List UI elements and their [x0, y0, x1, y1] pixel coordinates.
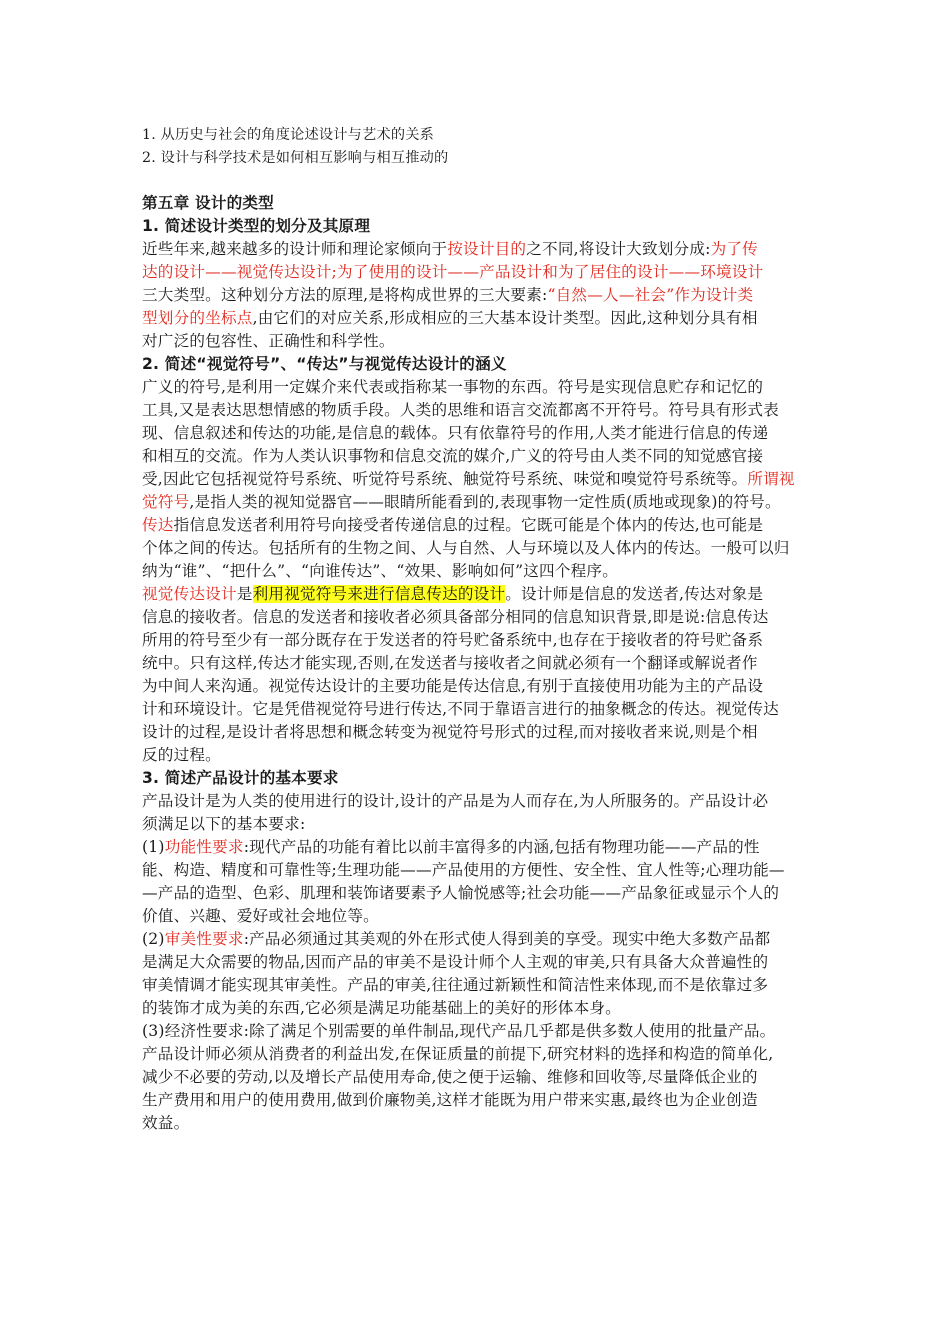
paragraph-line: 个体之间的传达。包括所有的生物之间、人与自然、人与环境以及人体内的传达。一般可以归: [142, 539, 790, 557]
emphasis-text: 觉符号: [142, 493, 190, 511]
paragraph-line: 是满足大众需要的物品,因而产品的审美不是设计师个人主观的审美,只有具备大众普遍性的: [142, 953, 769, 971]
paragraph-line: 觉符号,是指人类的视知觉器官——眼睛所能看到的,表现事物一定性质(质地或现象)的符号。: [142, 493, 781, 511]
chapter-title: 第五章 设计的类型: [142, 194, 274, 212]
paragraph-line: 产品设计师必须从消费者的利益出发,在保证质量的前提下,研究材料的选择和构造的简单化,: [142, 1045, 774, 1063]
paragraph-line: (3)经济性要求:除了满足个别需要的单件制品,现代产品几乎都是供多数人使用的批量产品。: [142, 1022, 776, 1040]
paragraph-line: 型划分的坐标点,由它们的对应关系,形成相应的三大基本设计类型。因此,这种划分具有相: [142, 309, 758, 327]
paragraph-line: 效益。: [142, 1114, 190, 1132]
emphasis-text: 型划分的坐标点: [142, 309, 253, 327]
paragraph-line: 减少不必要的劳动,以及增长产品使用寿命,使之便于运输、维修和回收等,尽量降低企业的: [142, 1068, 758, 1086]
section-3-heading: 3. 简述产品设计的基本要求: [142, 769, 339, 787]
emphasis-text: 传达: [142, 516, 174, 534]
emphasis-text: 功能性要求: [164, 838, 244, 856]
paragraph-line: 受,因此它包括视觉符号系统、听觉符号系统、触觉符号系统、味觉和嗅觉符号系统等。所谓视: [142, 470, 795, 488]
paragraph-line: 工具,又是表达思想情感的物质手段。人类的思维和语言交流都离不开符号。符号具有形式表: [142, 401, 779, 419]
section-2-heading: 2. 简述“视觉符号”、“传达”与视觉传达设计的涵义: [142, 355, 507, 373]
paragraph-line: 和相互的交流。作为人类认识事物和信息交流的媒介,广义的符号由人类不同的知觉感官接: [142, 447, 764, 465]
paragraph-line: 现、信息叙述和传达的功能,是信息的载体。只有依靠符号的作用,人类才能进行信息的传递: [142, 424, 769, 442]
paragraph-line: 反的过程。: [142, 746, 221, 764]
question-1: 1. 从历史与社会的角度论述设计与艺术的关系: [142, 127, 435, 143]
paragraph-line: 广义的符号,是利用一定媒介来代表或指称某一事物的东西。符号是实现信息贮存和记忆的: [142, 378, 764, 396]
paragraph-line: 的装饰才成为美的东西,它必须是满足功能基础上的美好的形体本身。: [142, 999, 621, 1017]
paragraph-line: —产品的造型、色彩、肌理和装饰诸要素予人愉悦感等;社会功能——产品象征或显示个人的: [142, 884, 780, 902]
paragraph-line: 计和环境设计。它是凭借视觉符号进行传达,不同于靠语言进行的抽象概念的传达。视觉传达: [142, 700, 779, 718]
emphasis-text: 为了传: [710, 240, 758, 258]
emphasis-text: 所谓视: [747, 470, 795, 488]
paragraph-line: 为中间人来沟通。视觉传达设计的主要功能是传达信息,有别于直接使用功能为主的产品设: [142, 677, 764, 695]
paragraph-line: 统中。只有这样,传达才能实现,否则,在发送者与接收者之间就必须有一个翻译或解说者作: [142, 654, 758, 672]
paragraph-line: 设计的过程,是设计者将思想和概念转变为视觉符号形式的过程,而对接收者来说,则是个相: [142, 723, 758, 741]
paragraph-line: 须满足以下的基本要求:: [142, 815, 306, 833]
paragraph-line: 达的设计——视觉传达设计;为了使用的设计——产品设计和为了居住的设计——环境设计: [142, 263, 764, 281]
paragraph-line: 审美情调才能实现其审美性。产品的审美,往往通过新颖性和简洁性来体现,而不是依靠过多: [142, 976, 769, 994]
paragraph-line: 近些年来,越来越多的设计师和理论家倾向于按设计目的之不同,将设计大致划分成:为了传: [142, 240, 758, 258]
paragraph-line: 三大类型。这种划分方法的原理,是将构成世界的三大要素:“自然—人—社会”作为设计类: [142, 286, 754, 304]
question-2: 2. 设计与科学技术是如何相互影响与相互推动的: [142, 150, 449, 166]
paragraph-line: 对广泛的包容性、正确性和科学性。: [142, 332, 395, 350]
highlighted-text: 利用视觉符号来进行信息传达的设计: [252, 585, 506, 603]
paragraph-line: 价值、兴趣、爱好或社会地位等。: [142, 907, 379, 925]
paragraph-line: 产品设计是为人类的使用进行的设计,设计的产品是为人而存在,为人所服务的。产品设计必: [142, 792, 769, 810]
section-1-heading: 1. 简述设计类型的划分及其原理: [142, 217, 371, 235]
emphasis-text: 视觉传达设计: [142, 585, 237, 603]
emphasis-text: 审美性要求: [164, 930, 244, 948]
paragraph-line: 纳为“谁”、“把什么”、“向谁传达”、“效果、影响如何”这四个程序。: [142, 562, 619, 580]
paragraph-line: (1)功能性要求:现代产品的功能有着比以前丰富得多的内涵,包括有物理功能——产品的性: [142, 838, 760, 856]
paragraph-line: 信息的接收者。信息的发送者和接收者必须具备部分相同的信息知识背景,即是说:信息传达: [142, 608, 769, 626]
emphasis-text: “自然—人—社会”作为设计类: [547, 286, 754, 304]
paragraph-line: 视觉传达设计是利用视觉符号来进行信息传达的设计。设计师是信息的发送者,传达对象是: [142, 585, 764, 603]
paragraph-line: 传达指信息发送者利用符号向接受者传递信息的过程。它既可能是个体内的传达,也可能是: [142, 516, 764, 534]
paragraph-line: (2)审美性要求:产品必须通过其美观的外在形式使人得到美的享受。现实中绝大多数产品都: [142, 930, 771, 948]
document-page: [142, 124, 822, 1135]
emphasis-text: 按设计目的: [447, 240, 527, 258]
paragraph-line: 生产费用和用户的使用费用,做到价廉物美,这样才能既为用户带来实惠,最终也为企业创造: [142, 1091, 758, 1109]
paragraph-line: 能、构造、精度和可靠性等;生理功能——产品使用的方便性、安全性、宜人性等;心理功能—: [142, 861, 785, 879]
paragraph-line: 所用的符号至少有一部分既存在于发送者的符号贮备系统中,也存在于接收者的符号贮备系: [142, 631, 764, 649]
